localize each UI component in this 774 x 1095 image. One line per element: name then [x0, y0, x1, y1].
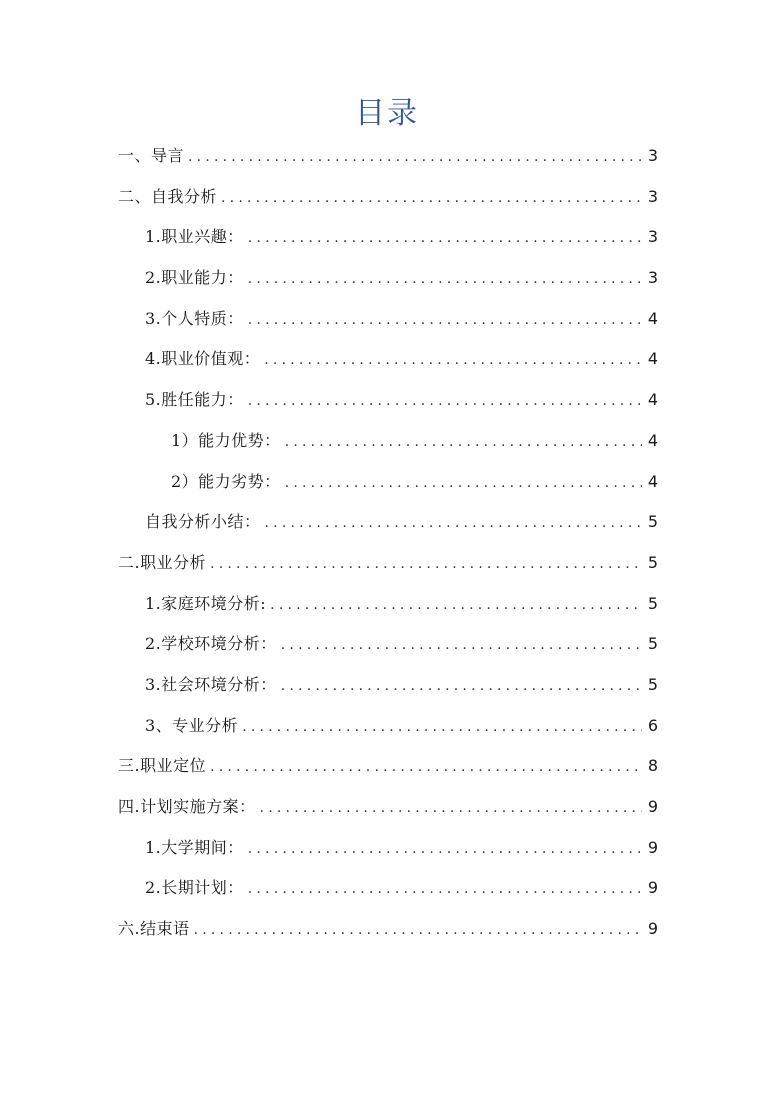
toc-entry[interactable]	[118, 543, 658, 584]
toc-entry-page-number: 4	[647, 471, 658, 491]
toc-entry[interactable]	[118, 136, 658, 177]
toc-dot-leader	[242, 707, 642, 748]
toc-entry[interactable]	[118, 624, 658, 665]
toc-entry-label: 3、专业分析	[145, 715, 239, 735]
toc-dot-leader	[188, 137, 642, 178]
toc-entry[interactable]	[118, 746, 658, 787]
toc-dot-leader	[210, 747, 642, 788]
toc-entry-label: 2）能力劣势：	[171, 471, 281, 491]
toc-entry-page-number: 3	[647, 268, 658, 288]
toc-entry-page-number: 9	[647, 837, 658, 857]
toc-entry-label: 二、自我分析	[118, 186, 218, 206]
toc-title: 目录	[355, 96, 419, 131]
toc-entry[interactable]	[118, 177, 658, 218]
toc-entry-label: 1.大学期间：	[145, 837, 244, 857]
toc-entry[interactable]	[118, 787, 658, 828]
toc-dot-leader	[264, 340, 642, 381]
toc-entry-label: 一、导言	[118, 146, 185, 165]
toc-entry-label: 2.学校环境分析：	[145, 634, 277, 654]
toc-entry[interactable]	[118, 299, 658, 340]
toc-entry-page-number: 4	[647, 430, 658, 450]
toc-entry-page-number: 6	[647, 715, 658, 735]
toc-dot-leader	[221, 178, 642, 219]
toc-dot-leader	[248, 869, 642, 910]
toc-dot-leader	[248, 259, 642, 300]
toc-entry[interactable]	[118, 502, 658, 543]
toc-entry-label: 3.社会环境分析：	[145, 674, 277, 694]
toc-dot-leader	[285, 422, 642, 463]
toc-dot-leader	[281, 625, 642, 666]
toc-entry-page-number: 5	[647, 634, 658, 654]
toc-dot-leader	[270, 585, 642, 626]
toc-entry-label: 2.长期计划：	[145, 878, 244, 898]
toc-entry-label: 2.职业能力：	[145, 268, 244, 288]
toc-entry[interactable]	[118, 584, 658, 625]
toc-entry-page-number: 4	[647, 390, 658, 410]
toc-dot-leader	[281, 666, 642, 707]
toc-entry-page-number: 5	[647, 552, 658, 572]
toc-entry-label: 六.结束语	[118, 919, 190, 939]
toc-entry[interactable]	[118, 380, 658, 421]
toc-entry-page-number: 5	[647, 512, 658, 532]
toc-entry-page-number: 3	[647, 146, 658, 165]
toc-entry[interactable]	[118, 868, 658, 909]
toc-entry[interactable]	[118, 339, 658, 380]
toc-dot-leader	[285, 463, 642, 504]
toc-dot-leader	[260, 788, 642, 829]
toc-entry[interactable]	[118, 462, 658, 503]
toc-list	[118, 136, 658, 950]
toc-entry-page-number: 9	[647, 797, 658, 816]
toc-entry-page-number: 9	[647, 878, 658, 898]
toc-entry-page-number: 9	[647, 919, 658, 939]
toc-entry-label: 1）能力优势：	[171, 430, 281, 450]
toc-dot-leader	[265, 503, 642, 544]
toc-entry-page-number: 8	[647, 756, 658, 776]
toc-entry[interactable]	[118, 421, 658, 462]
toc-dot-leader	[194, 910, 642, 951]
toc-entry-label: 5.胜任能力：	[145, 390, 244, 410]
toc-entry-page-number: 4	[647, 349, 658, 369]
toc-entry-page-number: 3	[647, 186, 658, 206]
toc-entry-page-number: 5	[647, 674, 658, 694]
toc-entry-page-number: 4	[647, 308, 658, 328]
toc-entry[interactable]	[118, 706, 658, 747]
toc-entry[interactable]	[118, 828, 658, 869]
toc-entry[interactable]	[118, 217, 658, 258]
toc-entry-label: 四.计划实施方案：	[118, 797, 256, 816]
toc-entry-label: 1.职业兴趣：	[145, 227, 244, 247]
toc-entry-label: 3.个人特质：	[145, 308, 244, 328]
toc-dot-leader	[248, 381, 642, 422]
toc-dot-leader	[248, 300, 642, 341]
toc-dot-leader	[210, 544, 642, 585]
toc-entry-page-number: 5	[647, 593, 658, 613]
toc-entry-label: 自我分析小结：	[145, 512, 261, 532]
toc-entry-label: 1.家庭环境分析:	[145, 593, 267, 613]
toc-entry-page-number: 3	[647, 227, 658, 247]
toc-entry[interactable]	[118, 665, 658, 706]
toc-dot-leader	[248, 218, 642, 259]
toc-dot-leader	[248, 829, 642, 870]
toc-entry-label: 4.职业价值观：	[145, 349, 261, 369]
toc-entry[interactable]	[118, 258, 658, 299]
toc-entry-label: 三.职业定位	[118, 756, 207, 776]
toc-entry-label: 二.职业分析	[118, 552, 207, 572]
toc-entry[interactable]	[118, 909, 658, 950]
